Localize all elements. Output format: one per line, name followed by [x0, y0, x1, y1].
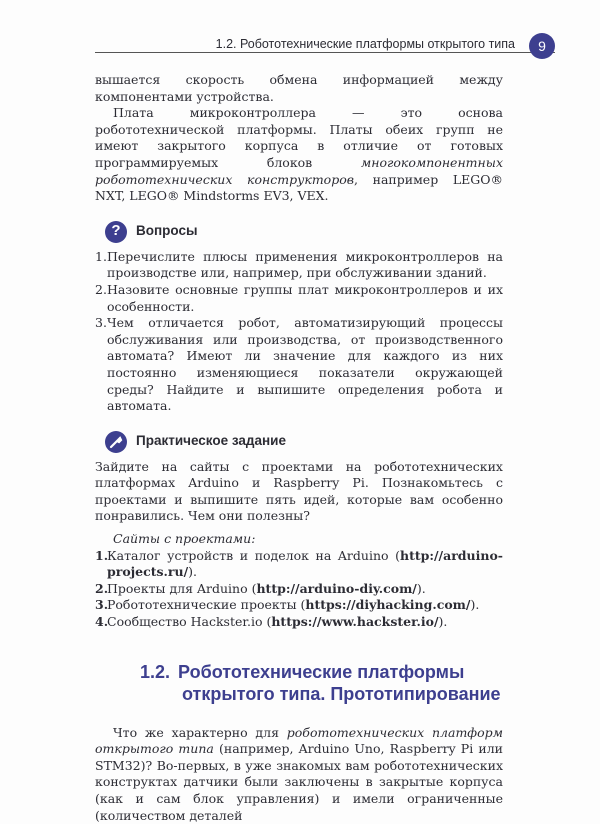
list-item: 2. Проекты для Arduino (http://arduino-diy.com/). — [95, 580, 426, 596]
list-item: 1. Каталог устройств и поделок на Arduino (http://arduino-projects.ru/). — [95, 547, 503, 580]
site-link[interactable]: https://www.hackster.io/ — [271, 614, 439, 630]
site-link[interactable]: https://diyhacking.com/ — [305, 597, 471, 613]
chapter-heading — [95, 661, 503, 705]
site-link[interactable]: http://arduino-diy.com/ — [256, 580, 417, 596]
practice-title: Практическое задание — [136, 433, 286, 449]
paragraph-microcontroller: Плата микроконтроллера — это основа робототехнической платформы. Платы обеих групп не имеют закрытого корпуса в отличие от готовых программируемых блоков многокомпонентных робототехнических конструкторов, например LEGO® NXT, LEGO® Mindstorms EV3, VEX. — [95, 105, 503, 204]
paragraph-continuation: вышается скорость обмена информацией между компонентами устройства. — [95, 72, 503, 104]
questions-title: Вопросы — [136, 223, 198, 239]
tool-icon — [105, 431, 127, 453]
page-number-badge: 9 — [529, 33, 555, 59]
practice-heading — [105, 431, 503, 453]
italic-term: многокомпонентных робототехнических конструкторов — [95, 154, 503, 187]
italic-term: робототехнических платформ открытого типа — [95, 724, 503, 757]
question-icon: ? — [105, 221, 127, 243]
chapter-title-line1: Робототехнические платформы — [178, 661, 465, 682]
questions-list — [95, 249, 503, 415]
sites-label: Сайты с проектами: — [113, 531, 256, 547]
list-item: 3. Робототехнические проекты (https://diyhacking.com/). — [95, 597, 480, 613]
page-content — [95, 72, 503, 824]
paragraph-open-platforms: Что же характерно для робототехнических платформ открытого типа (например, Arduino Uno, Raspberry Pi или STM32)? Во-первых, в уже знакомых вам робототехнических конструктах датчики были заключены в закрытые корпуса (как и сам блок управления) и имели ограниченные (количеством деталей — [95, 724, 503, 823]
header-rule — [95, 52, 555, 53]
list-item: 4. Сообщество Hackster.io (https://www.hackster.io/). — [95, 614, 448, 630]
header-title: 1.2. Робототехнические платформы открытого типа — [215, 37, 515, 51]
site-link[interactable]: http://arduino-projects.ru/ — [107, 547, 503, 580]
list-item: 2. Назовите основные группы плат микроконтроллеров и их особенности. — [95, 281, 503, 314]
list-item: 3. Чем отличается робот, автоматизирующий процессы обслуживания или производства, от производственного автомата? Имеют ли значение для каждого из них постоянно изменяющиеся показатели окружающей среды? Найдите и выпишите определения робота и автомата. — [95, 315, 503, 414]
running-header — [95, 37, 555, 55]
sites-list — [95, 548, 503, 631]
chapter-number: 1.2. — [140, 661, 171, 682]
chapter-title-line2: открытого типа. Прототипирование — [182, 683, 501, 704]
questions-heading — [105, 221, 503, 243]
list-item: 1. Перечислите плюсы применения микроконтроллеров на производстве или, например, при обслуживании зданий. — [95, 248, 503, 281]
practice-text: Зайдите на сайты с проектами на робототехнических платформах Arduino и Raspberry Pi. Познакомьтесь с проектами и выпишите пять идей, которые вам особенно понравились. Чем они полезны? — [95, 458, 503, 524]
